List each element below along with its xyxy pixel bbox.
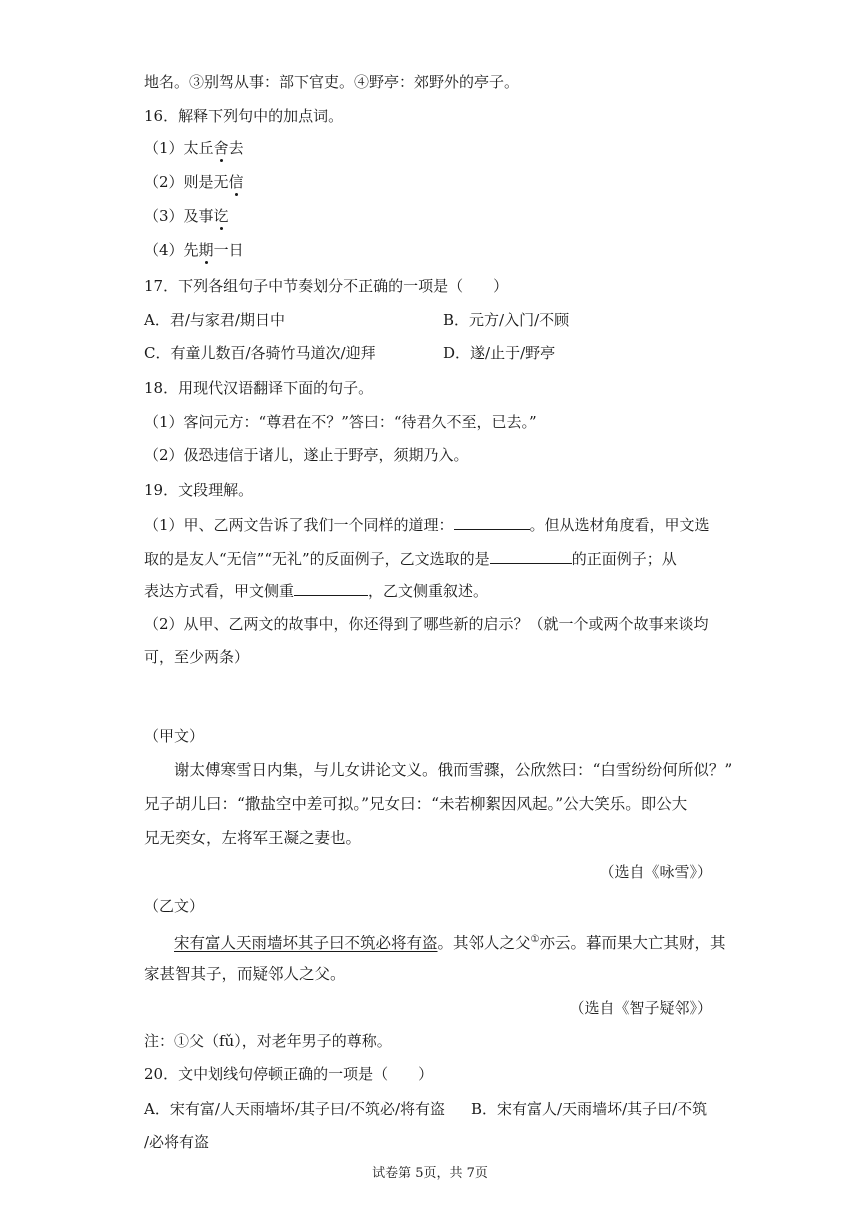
passage-jia-source: （选自《咏雪》） [599,863,712,881]
question-17-title: 17．下列各组句子中节奏划分不正确的一项是（ ） [144,277,509,295]
item-text: （1）太丘 [144,139,214,157]
text-line: 地名。③别驾从事：部下官吏。④野亭：郊野外的亭子。 [144,73,520,91]
question-16-item-3 [144,206,229,226]
question-16-title: 16．解释下列句中的加点词。 [144,107,344,125]
item-text: 去 [228,139,244,157]
item-text: （3）及事 [144,207,214,225]
answer-blank[interactable] [490,548,572,564]
passage-text: 亦云。暮而果大亡其财，其 [539,934,726,953]
question-19-line-2 [144,548,677,569]
dotted-word: 舍 [213,139,229,157]
question-18-item-2: （2）伋恐违信于诸儿，遂止于野亭，须期乃入。 [144,446,469,464]
question-18-title: 18．用现代汉语翻译下面的句子。 [144,379,374,397]
question-19-line-3 [144,580,488,601]
question-20-option-b-continued: /必将有盗 [144,1133,210,1151]
dotted-word: 信 [228,173,244,191]
page-footer: 试卷第 5页，共 7页 [372,1166,488,1181]
line-text: 的正面例子；从 [571,550,677,568]
item-text: 一日 [213,241,244,259]
question-16-item-1 [144,138,244,158]
dotted-word: 讫 [213,207,229,225]
line-text: 表达方式看，甲文侧重 [144,582,295,600]
passage-jia-line: 兄子胡儿曰：“撒盐空中差可拟。”兄女曰：“未若柳絮因风起。”公大笑乐。即公大 [144,795,688,813]
line-text: 。但从选材角度看，甲文选 [529,516,710,534]
passage-text: 。其邻人之父 [437,934,531,953]
passage-jia-line: 谢太傅寒雪日内集，与儿女讲论文义。俄而雪骤，公欣然曰：“白雪纷纷何所似？” [174,761,733,779]
question-19-title: 19．文段理解。 [144,481,254,499]
question-17-option-d: D．遂/止于/野亭 [443,344,556,362]
question-17-option-c: C．有童儿数百/各骑竹马道次/迎拜 [144,344,376,362]
footnote-marker: ① [530,934,540,945]
passage-yi-label: （乙文） [144,897,205,915]
answer-blank[interactable] [294,580,368,596]
passage-yi-line [174,930,726,953]
item-text: （2）则是无 [144,173,229,191]
question-17-option-b: B．元方/入门/不顾 [443,311,570,329]
question-17-option-a: A．君/与家君/期日中 [144,311,285,329]
question-19-line-5: 可，至少两条） [144,648,250,666]
dotted-word: 期 [198,241,214,259]
answer-blank[interactable] [454,514,530,530]
line-text: ，乙文侧重叙述。 [368,582,489,600]
passage-yi-line: 家甚智其子，而疑邻人之父。 [144,965,346,983]
question-20-title: 20．文中划线句停顿正确的一项是（ ） [144,1065,434,1083]
question-19-line-4: （2）从甲、乙两文的故事中，你还得到了哪些新的启示？（就一个或两个故事来谈均 [144,615,709,633]
passage-jia-line: 兄无奕女，左将军王凝之妻也。 [144,829,362,847]
question-19-line-1 [144,514,710,535]
item-text: （4）先 [144,241,199,259]
passage-yi-source: （选自《智子疑邻》） [569,999,712,1017]
underlined-sentence: 宋有富人天雨墙坏其子曰不筑必将有盗 [174,934,438,953]
passage-jia-label: （甲文） [144,727,205,745]
question-18-item-1: （1）客问元方：“尊君在不？”答曰：“待君久不至，已去。” [144,413,537,431]
question-16-item-4 [144,240,244,260]
question-16-item-2 [144,172,244,192]
footnote: 注：①父（fǔ），对老年男子的尊称。 [144,1032,392,1050]
question-20-option-b: B．宋有富人/天雨墙坏/其子曰/不筑 [471,1100,708,1118]
line-text: （1）甲、乙两文告诉了我们一个同样的道理： [144,516,454,534]
line-text: 取的是友人“无信”“无礼”的反面例子，乙文选取的是 [144,550,490,568]
question-20-option-a: A．宋有富/人天雨墙坏/其子曰/不筑必/将有盗 [144,1100,446,1118]
